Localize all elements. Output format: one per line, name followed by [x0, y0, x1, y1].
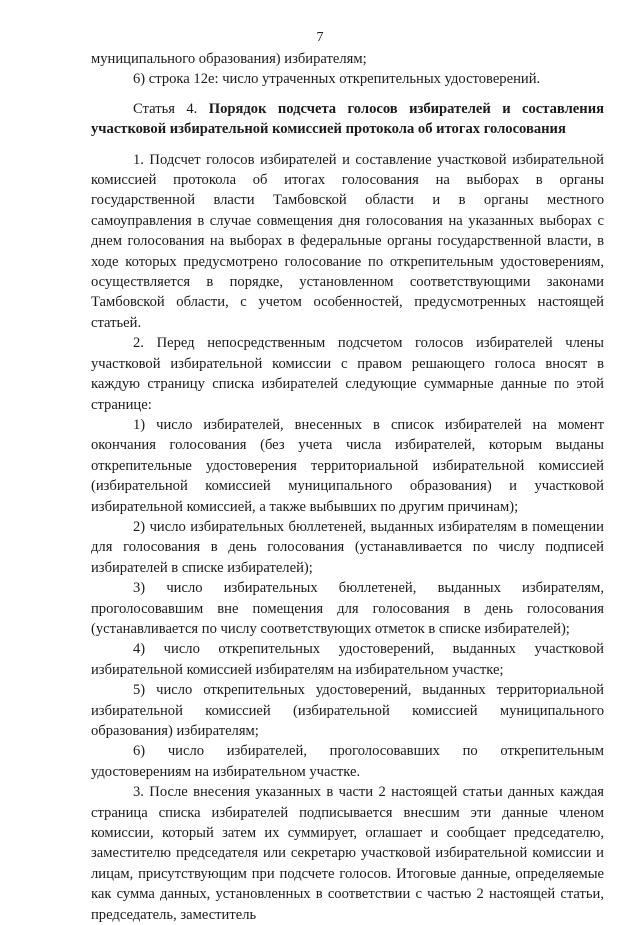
page-number: 7	[316, 30, 324, 45]
page-content	[91, 49, 604, 925]
article-heading	[91, 99, 604, 140]
article-title: Порядок подсчета голосов избирателей и составления участковой избирательной комиссией протокола об итогах голосования	[91, 100, 604, 138]
list-item-3: 3) число избирательных бюллетеней, выданных избирателям, проголосовавшим вне помещения для голосования в день голосования (устанавливается по числу соответствующих отметок в списке избирателей);	[91, 580, 604, 637]
paragraph-2: 2. Перед непосредственным подсчетом голосов избирателей члены участковой избирательной комиссии с правом решающего голоса вносят в каждую страницу списка избирателей следующие суммарные данные по этой странице:	[91, 335, 604, 413]
continued-line: муниципального образования) избирателям;	[91, 51, 367, 67]
list-item-5: 5) число открепительных удостоверений, выданных территориальной избирательной комиссией (избирательной комиссией муниципального образования) избирателям;	[91, 682, 604, 739]
list-item-6-top: 6) строка 12е: число утраченных открепительных удостоверений.	[133, 71, 541, 88]
article-label: Статья 4.	[133, 100, 198, 117]
list-item-1: 1) число избирателей, внесенных в список избирателей на момент окончания голосования (без учета числа избирателей, которым выданы открепительные удостоверения территориальной избирательной комиссией (избирательной комиссией муниципального образования) и участковой избирательной комиссией, а также выбывших по другим причинам);	[91, 416, 604, 515]
list-item-4: 4) число открепительных удостоверений, выданных участковой избирательной комиссией избирателям на избирательном участке;	[91, 641, 604, 678]
list-item-6: 6) число избирателей, проголосовавших по открепительным удостоверениям на избирательном участке.	[91, 743, 604, 780]
list-item-2: 2) число избирательных бюллетеней, выданных избирателям в помещении для голосования в день голосования (устанавливается по числу подписей избирателей в списке избирателей);	[91, 518, 604, 576]
paragraph-1: 1. Подсчет голосов избирателей и составление участковой избирательной комиссией протокола об итогах голосования на выборах в органы государственной власти Тамбовской области и в органы местного самоуправления в случае совмещения дня голосования на указанных выборах с днем голосования на выборах в федеральные органы государственной власти, в ходе которых предусмотрено голосование по открепительным удостоверениям, осуществляется в порядке, установленном соответствующими законами Тамбовской области, с учетом особенностей, предусмотренных настоящей статьей.	[91, 151, 604, 331]
paragraph-3: 3. После внесения указанных в части 2 настоящей статьи данных каждая страница списка избирателей подписывается внесшим эти данные членом комиссии, который затем их суммирует, оглашает и сообщает председателю, заместителю председателя или секретарю участковой избирательной комиссии и лицам, присутствующим при подсчете голосов. Итоговые данные, определяемые как сумма данных, установленных в соответствии с частью 2 настоящей статьи, председатель, заместитель	[91, 784, 604, 923]
